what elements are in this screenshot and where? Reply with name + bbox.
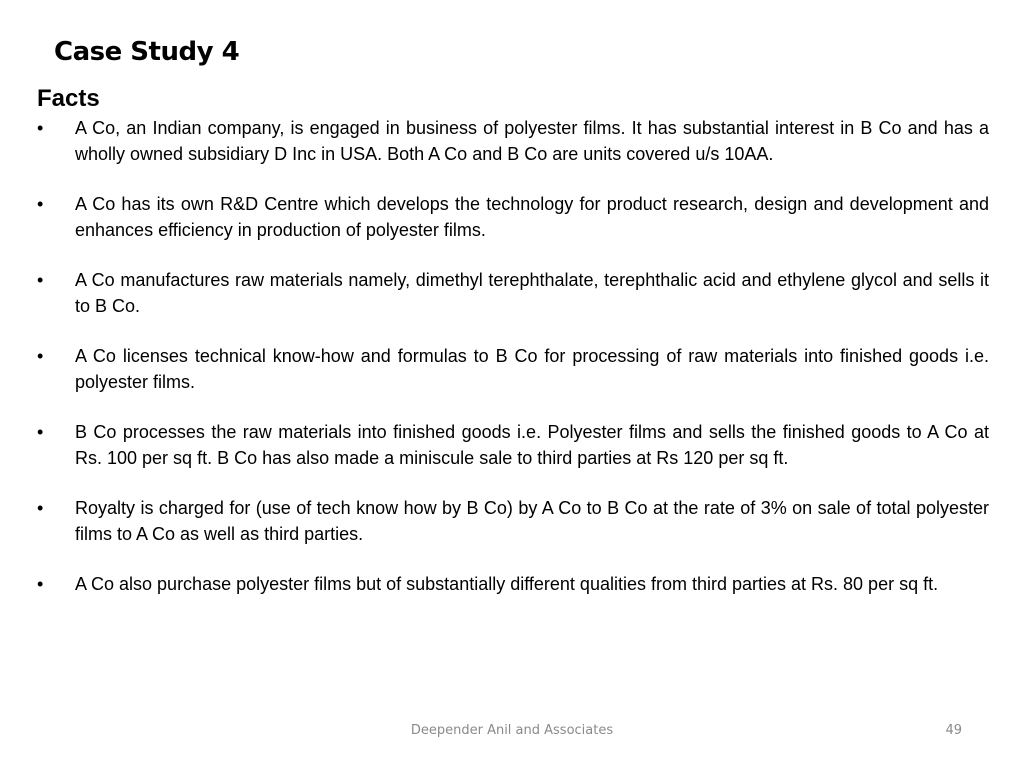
bullet-marker: • xyxy=(37,270,44,290)
page-number: 49 xyxy=(945,723,962,738)
bullet-item xyxy=(37,268,989,319)
bullet-marker: • xyxy=(37,574,44,594)
bullet-text: Royalty is charged for (use of tech know how by B Co) by A Co to B Co at the rate of 3% on sale of total polyester films to A Co as well as third parties. xyxy=(75,498,989,544)
bullet-text: B Co processes the raw materials into finished goods i.e. Polyester films and sells the finished goods to A Co at Rs. 100 per sq ft. B Co has also made a miniscule sale to third parties at Rs 120 per sq ft. xyxy=(75,422,989,468)
bullet-item xyxy=(37,344,989,395)
bullet-text: A Co also purchase polyester films but of substantially different qualities from third parties at Rs. 80 per sq ft. xyxy=(75,574,939,594)
bullet-item xyxy=(37,192,989,243)
bullet-marker: • xyxy=(37,346,44,366)
slide-title: Case Study 4 xyxy=(54,37,240,67)
section-heading: Facts xyxy=(37,85,100,112)
bullet-item xyxy=(37,572,989,598)
bullet-text: A Co manufactures raw materials namely, dimethyl terephthalate, terephthalic acid and ethylene glycol and sells it to B Co. xyxy=(75,270,989,316)
bullet-marker: • xyxy=(37,422,44,442)
bullet-marker: • xyxy=(37,498,44,518)
bullet-item xyxy=(37,420,989,471)
bullet-marker: • xyxy=(37,118,44,138)
bullet-text: A Co, an Indian company, is engaged in business of polyester films. It has substantial interest in B Co and has a wholly owned subsidiary D Inc in USA. Both A Co and B Co are units covered u/s 10AA. xyxy=(75,118,989,164)
bullet-text: A Co licenses technical know-how and formulas to B Co for processing of raw materials into finished goods i.e. polyester films. xyxy=(75,346,989,392)
bullet-text: A Co has its own R&D Centre which develops the technology for product research, design and development and enhances efficiency in production of polyester films. xyxy=(75,194,989,240)
footer-text: Deepender Anil and Associates xyxy=(410,723,614,738)
bullet-item xyxy=(37,496,989,547)
bullet-list xyxy=(37,116,989,598)
bullet-item xyxy=(37,116,989,167)
bullet-marker: • xyxy=(37,194,44,214)
slide-content xyxy=(37,116,989,623)
